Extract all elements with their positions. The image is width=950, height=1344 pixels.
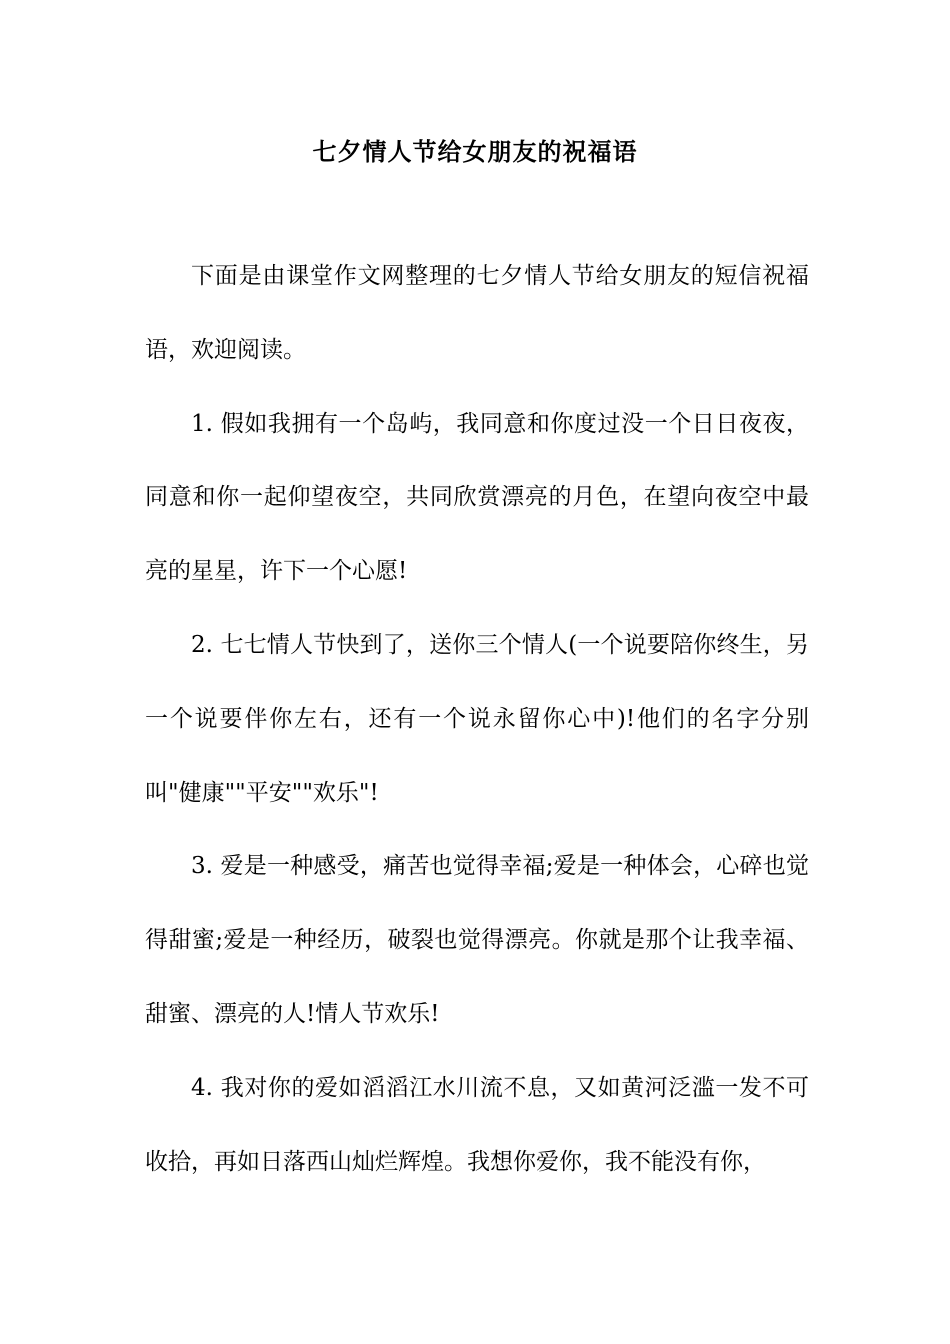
intro-paragraph: 下面是由课堂作文网整理的七夕情人节给女朋友的短信祝福语，欢迎阅读。 — [145, 263, 809, 363]
wish-paragraph-1: 1. 假如我拥有一个岛屿，我同意和你度过没一个日日夜夜，同意和你一起仰望夜空，共同欣赏漂亮的月色，在望向夜空中最亮的星星，许下一个心愿! — [145, 410, 809, 585]
document-body — [145, 240, 809, 1199]
wish-paragraph-3: 3. 爱是一种感受，痛苦也觉得幸福;爱是一种体会，心碎也觉得甜蜜;爱是一种经历，破裂也觉得漂亮。你就是那个让我幸福、甜蜜、漂亮的人!情人节欢乐! — [145, 853, 809, 1027]
wish-paragraph-4: 4. 我对你的爱如滔滔江水川流不息，又如黄河泛滥一发不可收拾，再如日落西山灿烂辉煌。我想你爱你，我不能没有你， — [145, 1074, 809, 1175]
document-title: 七夕情人节给女朋友的祝福语 — [312, 137, 638, 166]
wish-paragraph-2: 2. 七七情人节快到了，送你三个情人(一个说要陪你终生，另一个说要伴你左右，还有一个说永留你心中)!他们的名字分别叫"健康""平安""欢乐"! — [145, 631, 809, 806]
